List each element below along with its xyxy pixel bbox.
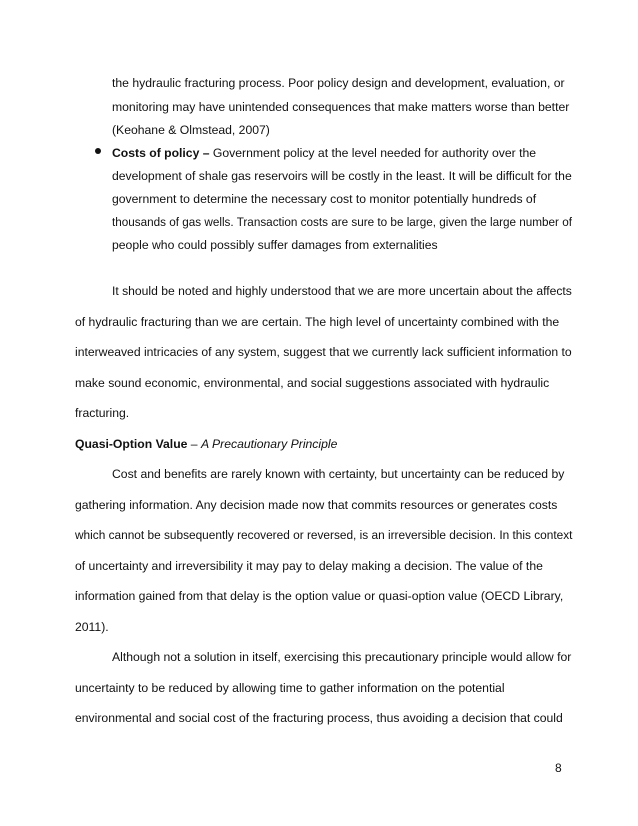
text-line: 2011). [75,620,109,634]
heading-bold: Quasi-Option Value [75,437,188,451]
text-line: interweaved intricacies of any system, suggest that we currently lack sufficient information to [75,345,572,359]
text-line: people who could possibly suffer damages from externalities [112,238,438,252]
heading-dash: – [187,437,201,451]
heading-italic: A Precautionary Principle [200,437,338,451]
text-line: of uncertainty and irreversibility it may pay to delay making a decision. The value of the [75,559,543,573]
text-line: information gained from that delay is the option value or quasi-option value (OECD Library, [75,589,564,603]
text-line: environmental and social cost of the fracturing process, thus avoiding a decision that could [75,711,563,725]
text-line: make sound economic, environmental, and social suggestions associated with hydraulic [75,376,550,390]
section-heading [75,437,337,452]
text-line: development of shale gas reservoirs will be costly in the least. It will be difficult for the [112,169,572,183]
text-line: It should be noted and highly understood that we are more uncertain about the affects [112,284,572,298]
text-line: uncertainty to be reduced by allowing time to gather information on the potential [75,681,505,695]
page-number: 8 [555,761,562,775]
bullet-icon [95,148,101,154]
text-line: Cost and benefits are rarely known with certainty, but uncertainty can be reduced by [112,467,565,481]
text-line: Government policy at the level needed for authority over the [209,146,537,160]
text-line: fracturing. [75,406,130,420]
text-line: gathering information. Any decision made now that commits resources or generates costs [75,498,558,512]
bullet-item-costs-of-policy [112,146,536,161]
text-line: government to determine the necessary cost to monitor potentially hundreds of [112,192,537,206]
text-line: (Keohane & Olmstead, 2007) [112,123,270,137]
text-line: the hydraulic fracturing process. Poor policy design and development, evaluation, or [112,76,565,90]
text-line: which cannot be subsequently recovered or reversed, is an irreversible decision. In this context [75,528,573,542]
text-line: monitoring may have unintended consequences that make matters worse than better [112,100,570,114]
text-line: thousands of gas wells. Transaction costs are sure to be large, given the large number of [112,215,572,229]
bullet-label: Costs of policy – [112,146,210,160]
text-line: of hydraulic fracturing than we are certain. The high level of uncertainty combined with the [75,315,560,329]
text-line: Although not a solution in itself, exercising this precautionary principle would allow for [112,650,572,664]
